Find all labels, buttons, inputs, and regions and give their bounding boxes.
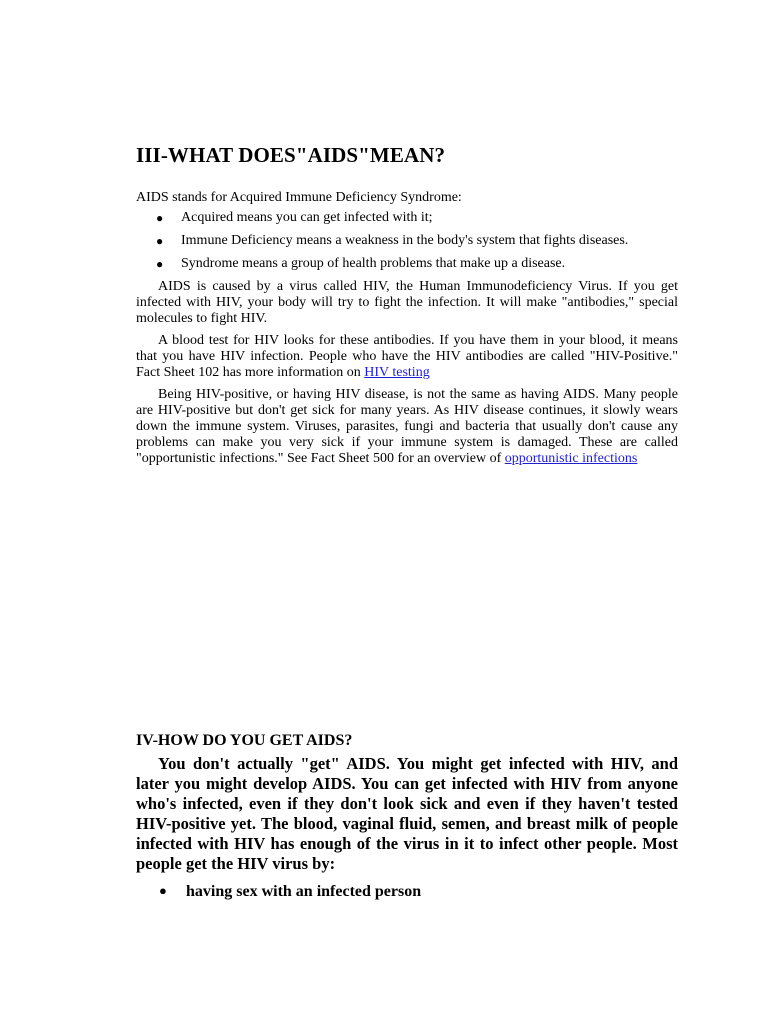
list-item-text: Immune Deficiency means a weakness in the body's system that fights diseases. xyxy=(181,233,629,248)
hiv-testing-link[interactable]: HIV testing xyxy=(364,365,430,380)
paragraph-hiv-cause: AIDS is caused by a virus called HIV, the Human Immunodeficiency Virus. If you get infected with HIV, your body will try to fight the infection. It will make "antibodies," special molecules to fight HIV. xyxy=(136,279,678,326)
bullet-icon: ● xyxy=(156,234,164,248)
list-item-text: Acquired means you can get infected with it; xyxy=(181,210,433,225)
paragraph-text: Being HIV-positive, or having HIV disease, is not the same as having AIDS. Many people are HIV-positive but don't get sick for many years. As HIV disease continues, it slowly wears down the immune system. Viruses, parasites, fungi and bacteria that usually don't cause any problems can make you very sick if your immune system is damaged. These are called "opportunistic infections." See Fact Sheet 500 for an overview of xyxy=(136,387,678,466)
list-item-text: Syndrome means a group of health problems that make up a disease. xyxy=(181,256,566,271)
opportunistic-infections-link[interactable]: opportunistic infections xyxy=(504,451,638,466)
section-what-does-aids-mean xyxy=(136,140,678,473)
definition-list xyxy=(136,210,678,272)
bullet-icon: ● xyxy=(159,883,167,898)
transmission-list xyxy=(136,882,678,902)
bullet-icon: ● xyxy=(156,211,164,225)
section-how-do-you-get-aids xyxy=(136,730,678,902)
bullet-icon: ● xyxy=(156,257,164,271)
paragraph-text: A blood test for HIV looks for these antibodies. If you have them in your blood, it means that you have HIV infection. People who have the HIV antibodies are called "HIV-Positive." Fact Sheet 102 has more information on xyxy=(136,333,678,380)
list-item xyxy=(136,256,678,272)
section-heading: IV-HOW DO YOU GET AIDS? xyxy=(136,732,353,749)
list-item xyxy=(136,233,678,249)
section-heading: III-WHAT DOES"AIDS"MEAN? xyxy=(136,143,446,167)
intro-text: AIDS stands for Acquired Immune Deficiency Syndrome: xyxy=(136,190,462,205)
paragraph-transmission: You don't actually "get" AIDS. You might get infected with HIV, and later you might develop AIDS. You can get infected with HIV from anyone who's infected, even if they don't look sick and even if they haven't tested HIV-positive yet. The blood, vaginal fluid, semen, and breast milk of people infected with HIV has enough of the virus in it to infect other people. Most people get the HIV virus by: xyxy=(136,754,678,873)
list-item-text: having sex with an infected person xyxy=(186,883,422,900)
paragraph-blood-test xyxy=(136,333,678,381)
paragraph-hiv-positive xyxy=(136,387,678,467)
list-item xyxy=(136,210,678,226)
list-item xyxy=(136,882,678,902)
